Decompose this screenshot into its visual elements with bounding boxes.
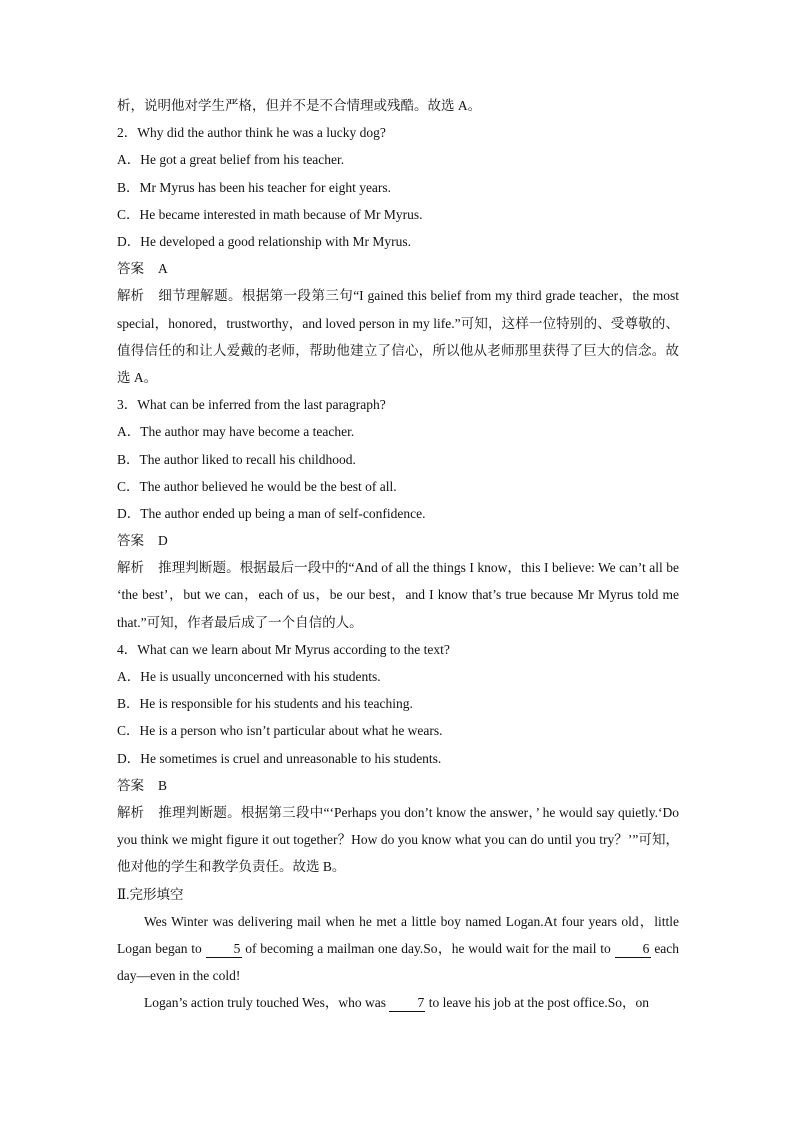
cloze-text: of becoming a mailman one day.So，he would wait for the mail to [245,940,611,956]
cloze-blank-6[interactable]: 6 [615,941,651,958]
question-4-stem: 4．What can we learn about Mr Myrus according to the text? [117,641,450,657]
cloze-text: to leave his job at the post office.So，on [428,995,649,1011]
question-2-option-a: A．He got a great belief from his teacher. [117,152,345,168]
analysis-label: 解析 [117,804,144,820]
question-2-option-c: C．He became interested in math because of Mr Myrus. [117,206,423,222]
cloze-blank-7[interactable]: 7 [389,995,425,1012]
question-2-analysis [117,282,679,391]
analysis-text: 推理判断题。根据第三段中“‘Perhaps you don’t know the answer，’ he would say quietly.‘Do you think we might figure it out together？How do you know what you can do until you try？’”可知，他对他的学生和教学负责任。故选 B。 [117,804,679,875]
document-body [117,92,679,1017]
question-4-answer [117,772,679,799]
analysis-label: 解析 [117,288,144,304]
cloze-text: Wes Winter was delivering mail when he met a little boy named Logan.At four years old，little Logan began to [117,913,679,956]
answer-label: 答案 [117,261,144,277]
answer-label: 答案 [117,777,144,793]
question-4-option-d: D．He sometimes is cruel and unreasonable to his students. [117,750,442,766]
section-heading: Ⅱ.完形填空 [117,886,184,902]
analysis-text: 推理判断题。根据最后一段中的“And of all the things I know，this I believe: We can’t all be ‘the best’，but we can，each of us，be our best，and I know that’s true because Mr Myrus told me that.”可知，作者最后成了一个自信的人。 [117,560,679,630]
question-2-option-d: D．He developed a good relationship with Mr Myrus. [117,233,411,249]
question-2-stem: 2．Why did the author think he was a lucky dog? [117,125,386,141]
question-2-answer [117,255,679,282]
cloze-paragraph-1 [117,908,679,990]
question-3-option-a: A．The author may have become a teacher. [117,424,355,440]
question-4-option-a: A．He is usually unconcerned with his students. [117,669,381,685]
question-4-option-b: B．He is responsible for his students and his teaching. [117,696,413,712]
answer-label: 答案 [117,533,144,549]
analysis-label: 解析 [117,560,144,576]
cloze-text: each day—even in the cold! [117,940,680,984]
cloze-text: Logan’s action truly touched Wes，who was [144,995,386,1011]
question-3-analysis [117,554,679,636]
question-3-stem: 3．What can be inferred from the last paragraph? [117,397,386,413]
answer-value: B [158,777,168,793]
answer-value: D [158,533,168,549]
answer-value: A [158,261,168,277]
cloze-paragraph-2 [117,989,679,1016]
question-3-option-c: C．The author believed he would be the best of all. [117,478,397,494]
question-2-option-b: B．Mr Myrus has been his teacher for eight years. [117,179,392,195]
question-4-analysis [117,799,679,881]
cloze-blank-5[interactable]: 5 [206,941,242,958]
analysis-text: 细节理解题。根据第一段第三句“I gained this belief from my third grade teacher，the most special，honored，trustworthy，and loved person in my life.”可知，这样一位特别的、受尊敬的、值得信任的和让人爱戴的老师，帮助他建立了信心，所以他从老师那里获得了巨大的信念。故选 A。 [117,288,679,385]
question-3-answer [117,527,679,554]
question-3-option-d: D．The author ended up being a man of self-confidence. [117,505,426,521]
question-3-option-b: B．The author liked to recall his childhood. [117,451,356,467]
question-4-option-c: C．He is a person who isn’t particular about what he wears. [117,723,443,739]
carryover-text: 析，说明他对学生严格，但并不是不合情理或残酷。故选 A。 [117,98,482,113]
